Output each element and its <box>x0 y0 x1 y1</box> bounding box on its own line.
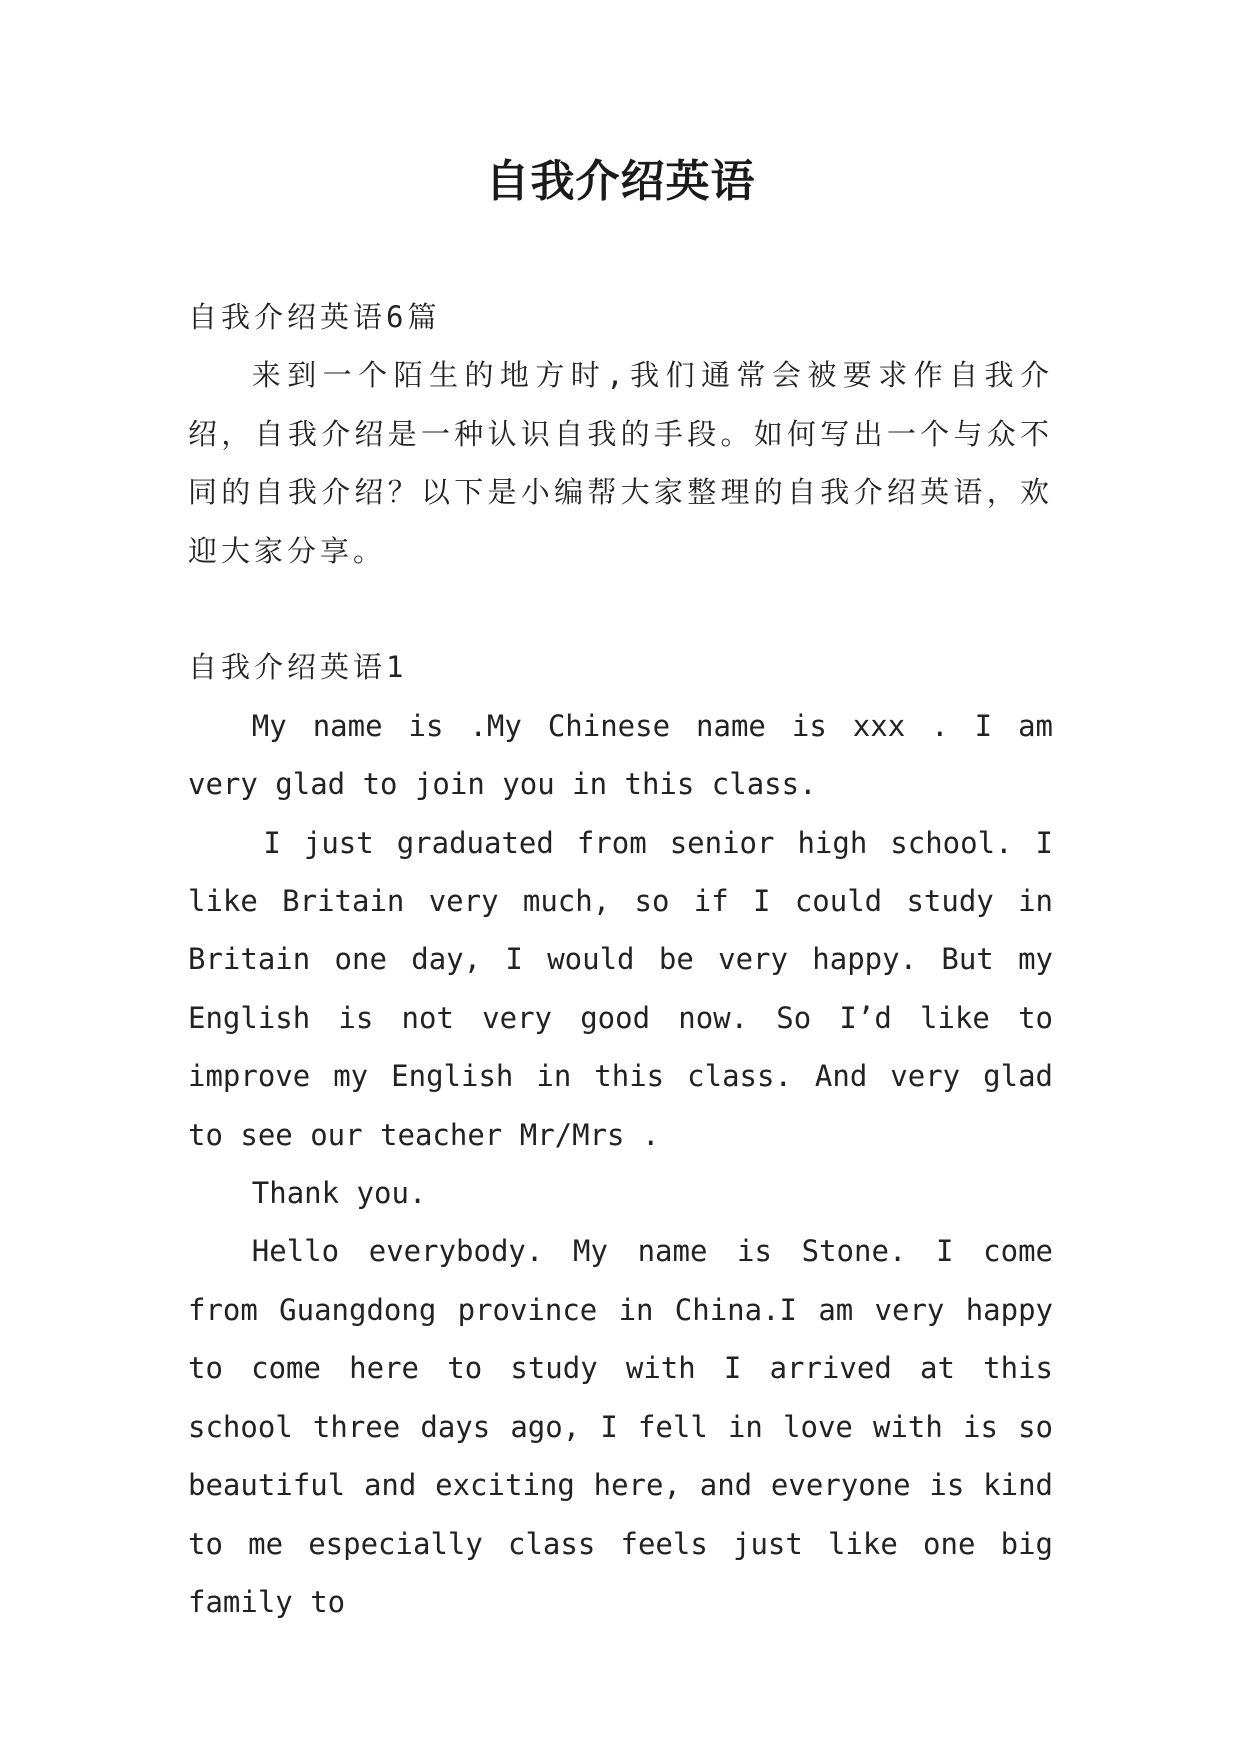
section-heading: 自我介绍英语1 <box>188 650 408 685</box>
body-paragraph: Thank you. <box>251 1176 427 1211</box>
body-paragraph: My name is .My Chinese name is xxx . I am very glad to join you in this class. <box>188 708 1053 802</box>
document-subtitle: 自我介绍英语6篇 <box>188 300 441 334</box>
body-paragraph: Hello everybody. My name is Stone. I come from Guangdong province in China.I am very happy to come here to study with I arrived at this school three days ago, I fell in love with is so beautiful and exciting here, and everyone is kind to me especially class feels just like one big family to <box>188 1234 1053 1619</box>
document-title: 自我介绍英语 <box>485 156 756 207</box>
document-body <box>188 288 1053 1631</box>
body-paragraph: I just graduated from senior high school. I like Britain very much, so if I could study in Britain one day, I would be very happy. But my English is not very good now. So I’d like to improve my English in this class. And very glad to see our teacher Mr/Mrs . <box>188 825 1053 1152</box>
intro-paragraph: 来到一个陌生的地方时,我们通常会被要求作自我介绍，自我介绍是一种认识自我的手段。如何写出一个与众不同的自我介绍？以下是小编帮大家整理的自我介绍英语，欢迎大家分享。 <box>188 358 1053 568</box>
paragraph-spacer <box>188 580 1053 638</box>
